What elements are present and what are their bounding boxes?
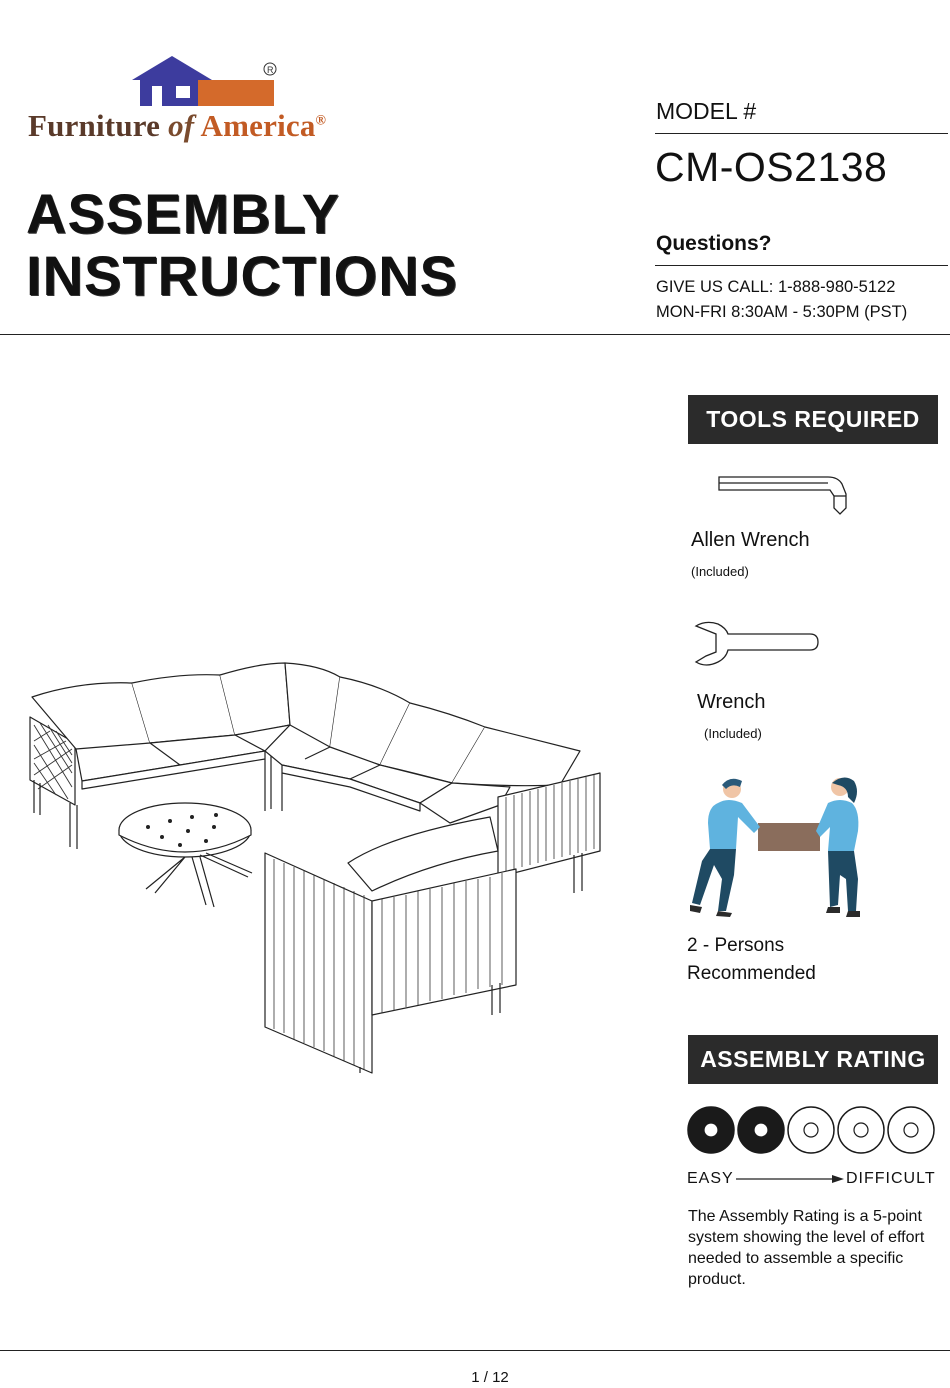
wrench-note: (Included) (704, 726, 762, 741)
logo-mark (120, 52, 290, 110)
questions-divider (655, 265, 948, 266)
allen-wrench-note: (Included) (691, 564, 749, 579)
wrench-icon (692, 620, 822, 670)
model-label: MODEL # (656, 98, 757, 124)
rating-circle-hole (804, 1123, 818, 1137)
allen-wrench-label: Allen Wrench (691, 529, 810, 551)
header-divider (0, 334, 950, 335)
rating-circle-hole (704, 1123, 718, 1137)
registered-mark: ® (315, 113, 327, 129)
tools-required-banner: TOOLS REQUIRED (688, 395, 938, 444)
title-line1: ASSEMBLY (26, 182, 341, 245)
svg-text:R: R (267, 65, 274, 75)
rating-circle-hole (904, 1123, 918, 1137)
rating-circle-hole (854, 1123, 868, 1137)
model-divider (655, 133, 948, 134)
hours-line: MON-FRI 8:30AM - 5:30PM (PST) (656, 303, 908, 321)
brand-name (28, 108, 326, 144)
wrench-label: Wrench (697, 691, 766, 713)
model-number: CM-OS2138 (655, 144, 888, 190)
scale-arrow (736, 1173, 846, 1185)
persons-line1: 2 - Persons (687, 935, 785, 956)
rating-circles (686, 1104, 938, 1156)
footer-divider (0, 1350, 950, 1351)
persons-line2: Recommended (687, 963, 816, 984)
assembly-rating-banner: ASSEMBLY RATING (688, 1035, 938, 1084)
phone-line: GIVE US CALL: 1-888-980-5122 (656, 278, 896, 296)
rating-description: The Assembly Rating is a 5-point system showing the level of effort needed to assemble a specific product. (688, 1208, 925, 1288)
questions-label: Questions? (656, 232, 772, 255)
easy-label: EASY (687, 1170, 734, 1187)
rating-circle-hole (754, 1123, 768, 1137)
allen-wrench-icon (716, 474, 852, 520)
sectional-sofa-illustration (20, 655, 610, 1080)
brand-name-part1: Furniture (28, 108, 169, 143)
page-number: 1 / 12 (471, 1369, 509, 1386)
brand-name-of: of (168, 108, 195, 143)
two-persons-icon (688, 775, 880, 920)
title-line2: INSTRUCTIONS (26, 244, 458, 307)
difficult-label: DIFFICULT (846, 1170, 936, 1187)
brand-name-part2: America (194, 108, 316, 143)
